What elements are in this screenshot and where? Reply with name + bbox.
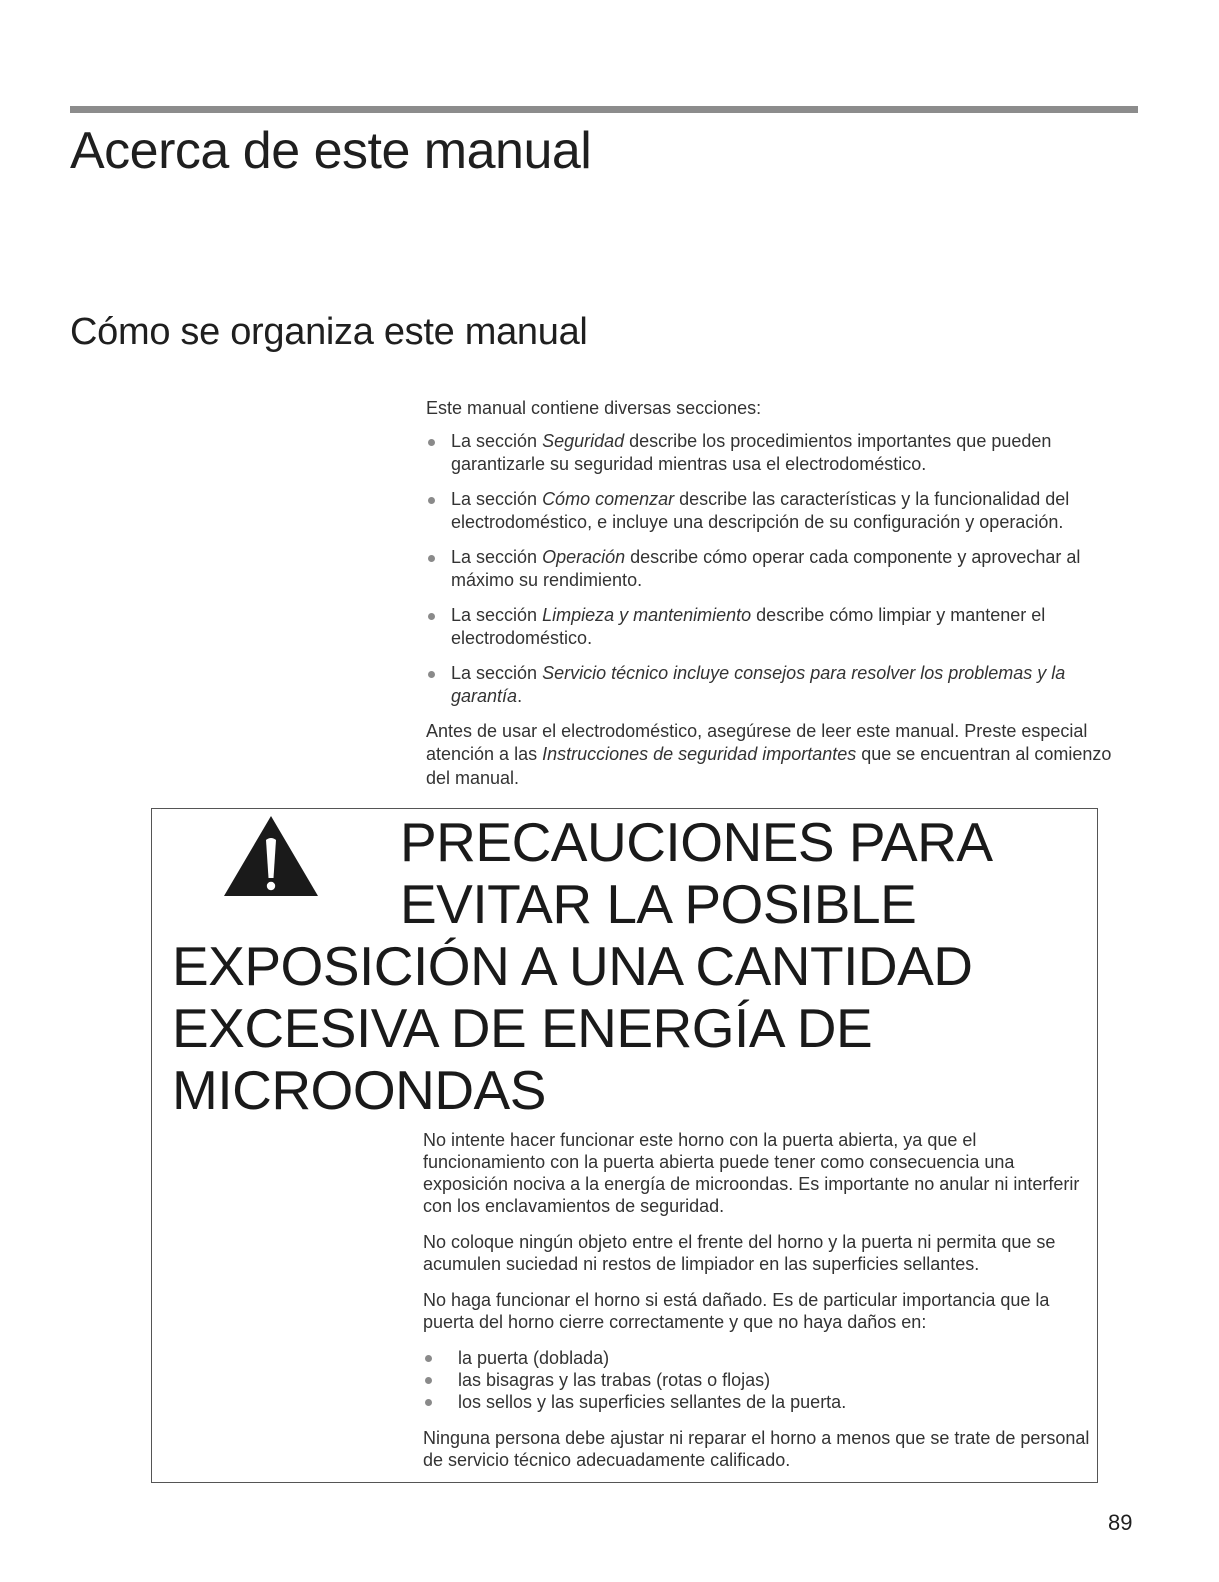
section-intro: Este manual contiene diversas secciones: (426, 398, 762, 418)
warning-paragraph: No haga funcionar el horno si está dañado. Es de particular importancia que la puerta del horno cierre correctamente y que no haya daños en: (423, 1290, 1050, 1332)
item-text: La sección (451, 662, 543, 683)
bullet-icon (425, 1399, 432, 1406)
closing-text: Antes de usar el electrodoméstico, asegúrese de leer este manual. Preste especial atención a las (426, 720, 1088, 764)
warning-heading-line: PRECAUCIONES PARA (400, 811, 993, 873)
damage-item-text: las bisagras y las trabas (rotas o flojas) (458, 1370, 771, 1390)
item-text: La sección (451, 430, 543, 451)
damage-item-text: la puerta (doblada) (458, 1348, 610, 1368)
page-number: 89 (1108, 1510, 1133, 1535)
list-item (426, 488, 1126, 535)
list-item (423, 1369, 1091, 1391)
section-closing (426, 720, 1126, 791)
list-item (423, 1391, 1091, 1413)
warning-paragraph: No coloque ningún objeto entre el frente del horno y la puerta ni permita que se acumulen suciedad ni restos de limpiador en las superficies sellantes. (423, 1232, 1056, 1274)
bullet-icon (425, 1377, 432, 1384)
closing-emphasis: Instrucciones de seguridad importantes (542, 744, 857, 764)
bullet-icon (428, 613, 435, 620)
item-text: . (517, 686, 523, 706)
section-title: Cómo se organiza este manual (70, 311, 588, 353)
item-text: La sección (451, 546, 543, 567)
bullet-icon (428, 497, 435, 504)
header-rule (70, 106, 1138, 113)
warning-heading (172, 811, 1082, 1121)
list-item (426, 546, 1126, 593)
item-section-name: Servicio técnico incluye consejos para resolver los problemas y la garantía (451, 662, 1066, 706)
list-item (426, 604, 1126, 651)
item-section-name: Cómo comenzar (542, 488, 675, 509)
warning-heading-line: MICROONDAS (172, 1059, 546, 1121)
item-section-name: Seguridad (542, 430, 625, 451)
item-section-name: Limpieza y mantenimiento (542, 604, 752, 625)
item-text: describe cómo limpiar y mantener el electrodoméstico. (451, 604, 1046, 648)
page-title: Acerca de este manual (70, 122, 592, 180)
list-item (426, 662, 1126, 709)
bullet-icon (428, 671, 435, 678)
list-item (426, 430, 1126, 477)
bullet-icon (428, 439, 435, 446)
section-list (426, 430, 1126, 709)
closing-text: que se encuentran al comienzo del manual. (426, 744, 1112, 788)
item-text: describe los procedimientos importantes que pueden garantizarle su seguridad mientras usa el electrodoméstico. (451, 430, 1052, 474)
warning-box (151, 808, 1098, 1483)
item-text: La sección (451, 488, 543, 509)
warning-heading-line: EVITAR LA POSIBLE (400, 873, 917, 935)
warning-heading-line: EXPOSICIÓN A UNA CANTIDAD (172, 935, 973, 997)
list-item (423, 1347, 1091, 1369)
warning-body (423, 1129, 1091, 1485)
item-text: describe las características y la funcionalidad del electrodoméstico, e incluye una descripción de su configuración y operación. (451, 488, 1070, 532)
damage-list (423, 1347, 1091, 1413)
bullet-icon (428, 555, 435, 562)
item-text: La sección (451, 604, 543, 625)
warning-final: Ninguna persona debe ajustar ni reparar el horno a menos que se trate de personal de servicio técnico adecuadamente calificado. (423, 1428, 1090, 1470)
bullet-icon (425, 1355, 432, 1362)
warning-heading-line: EXCESIVA DE ENERGÍA DE (172, 997, 873, 1059)
damage-item-text: los sellos y las superficies sellantes de la puerta. (458, 1392, 847, 1412)
item-section-name: Operación (542, 546, 626, 567)
section-body (426, 397, 1126, 790)
item-text: describe cómo operar cada componente y aprovechar al máximo su rendimiento. (451, 546, 1081, 590)
warning-paragraph: No intente hacer funcionar este horno con la puerta abierta, ya que el funcionamiento con la puerta abierta puede tener como consecuencia una exposición nociva a la energía de microondas. Es importante no anular ni interferir con los enclavamientos de seguridad. (423, 1130, 1080, 1216)
